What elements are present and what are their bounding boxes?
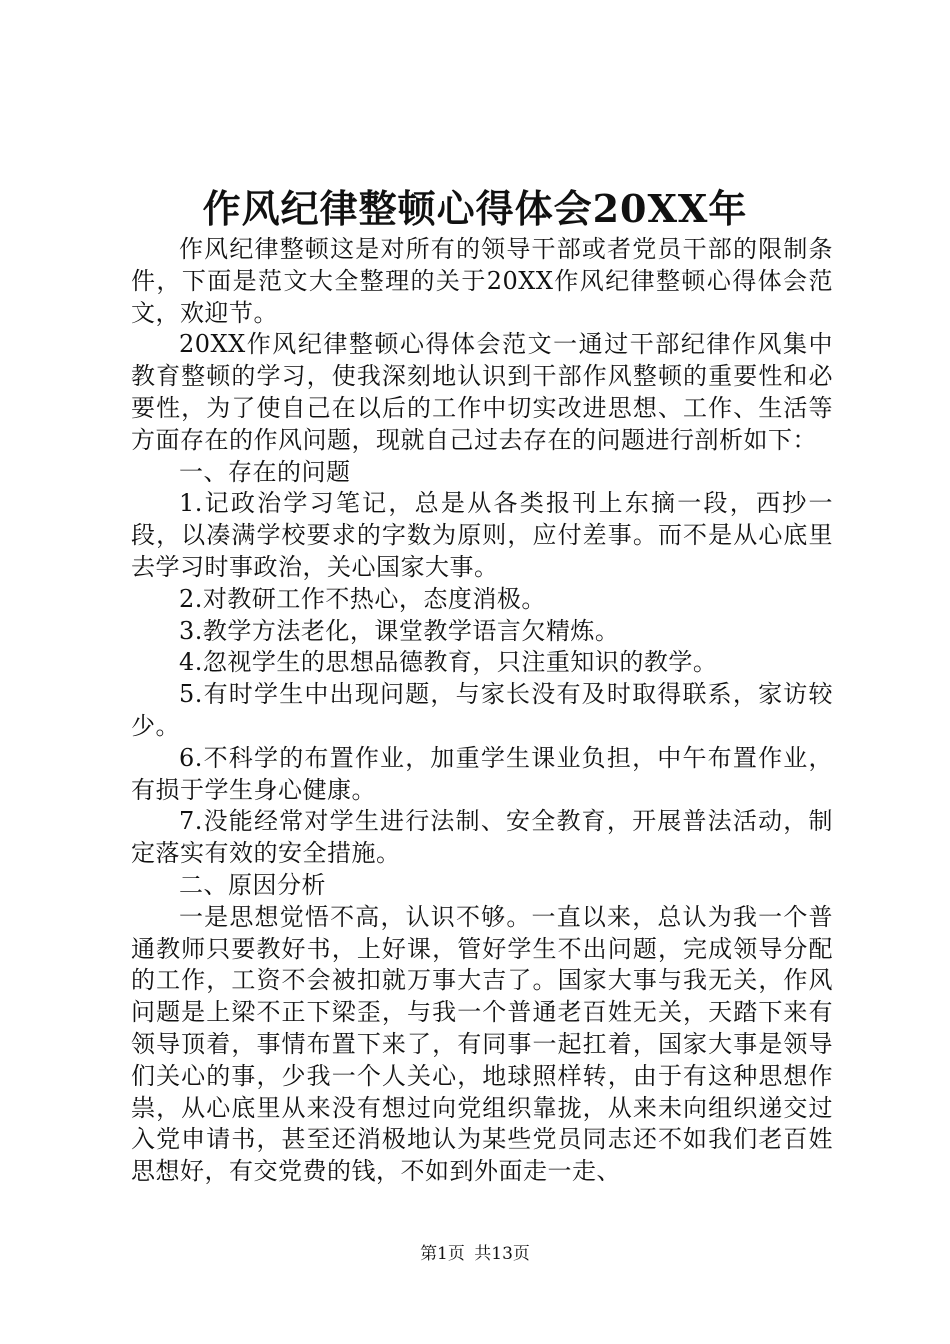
- page-total: 共13页: [474, 1244, 530, 1264]
- problem-item-6: 6.不科学的布置作业，加重学生课业负担，中午布置作业，有损于学生身心健康。: [131, 743, 833, 804]
- problem-item-1: 1.记政治学习笔记，总是从各类报刊上东摘一段，西抄一段，以凑满学校要求的字数为原则，应付差事。而不是从心底里去学习时事政治，关心国家大事。: [131, 489, 833, 581]
- problem-item-2: 2.对教研工作不热心，态度消极。: [179, 584, 546, 613]
- problem-item-7: 7.没能经常对学生进行法制、安全教育，开展普法活动，制定落实有效的安全措施。: [131, 807, 833, 868]
- page-number: 第1页: [420, 1244, 465, 1264]
- essay-opening-paragraph: 20XX作风纪律整顿心得体会范文一通过干部纪律作风集中教育整顿的学习，使我深刻地认识到干部作风整顿的重要性和必要性，为了使自己在以后的工作中切实改进思想、工作、生活等方面存在的作风问题，现就自己过去存在的问题进行剖析如下：: [131, 330, 833, 454]
- section-heading-causes: 二、原因分析: [179, 870, 326, 899]
- page-footer: [0, 1243, 950, 1265]
- problem-item-3: 3.教学方法老化，课堂教学语言欠精炼。: [179, 616, 620, 645]
- document-title: 作风纪律整顿心得体会20XX年: [202, 186, 748, 231]
- cause-paragraph-1: 一是思想觉悟不高，认识不够。一直以来，总认为我一个普通教师只要教好书，上好课，管好学生不出问题，完成领导分配的工作，工资不会被扣就万事大吉了。国家大事与我无关，作风问题是上梁不正下梁歪，与我一个普通老百姓无关，天踏下来有领导顶着，事情布置下来了，有同事一起扛着，国家大事是领导们关心的事，少我一个人关心，地球照样转，由于有这种思想作祟，从心底里从来没有想过向党组织靠拢，从来未向组织递交过入党申请书，甚至还消极地认为某些党员同志还不如我们老百姓思想好，有交党费的钱，不如到外面走一走、: [131, 902, 833, 1186]
- problem-item-5: 5.有时学生中出现问题，与家长没有及时取得联系，家访较少。: [131, 680, 833, 740]
- problem-item-4: 4.忽视学生的思想品德教育，只注重知识的教学。: [179, 648, 718, 677]
- section-heading-problems: 一、存在的问题: [179, 457, 351, 486]
- document-body: [131, 234, 833, 1188]
- intro-paragraph: 作风纪律整顿这是对所有的领导干部或者党员干部的限制条件，下面是范文大全整理的关于20XX作风纪律整顿心得体会范文，欢迎节。: [131, 235, 833, 327]
